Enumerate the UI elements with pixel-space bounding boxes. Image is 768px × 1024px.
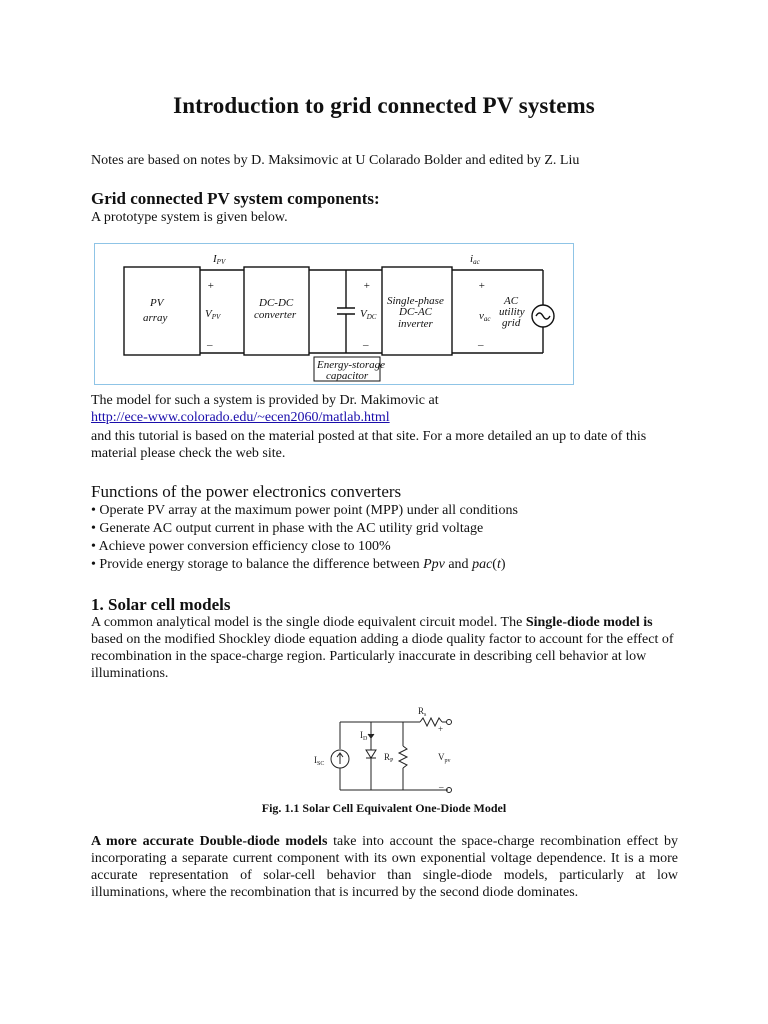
plus-terminal: + [438, 724, 444, 734]
v-dc-label: VDC [360, 308, 377, 321]
model-text-line1: The model for such a system is provided by Dr. Makimovic at [91, 393, 439, 408]
pv-array-box [124, 267, 200, 355]
matlab-link[interactable]: http://ece-www.colorado.edu/~ecen2060/matlab.html [91, 410, 390, 425]
minus-1: – [207, 339, 213, 351]
section1-heading: 1. Solar cell models [91, 595, 231, 614]
rs-label: $R_s$ [418, 706, 427, 718]
i-ac-label: iac [470, 253, 480, 266]
i-pv-label: IPV [213, 253, 226, 266]
function-item-2: • Generate AC output current in phase with the AC utility grid voltage [91, 521, 484, 536]
model-text-line3: and this tutorial is based on the material posted at that site. For a more detailed an up to date of this material please check the web site. [91, 429, 647, 461]
minus-3: – [478, 339, 484, 351]
page-title: Introduction to grid connected PV systems [173, 93, 595, 118]
pv-system-diagram [94, 243, 574, 385]
grid-label-2: utility [499, 306, 525, 318]
inverter-label-3: inverter [398, 318, 433, 330]
id-label: $I_D$ [360, 730, 368, 742]
pv-array-label: PV [150, 297, 164, 309]
components-intro: A prototype system is given below. [91, 210, 288, 225]
double-diode-paragraph: A more accurate Double-diode models take into account the space-charge recombination effect by incorporating a separate current component with its own exponential voltage dependence. It is a more accurate representation of solar-cell behavior than single-diode models, particularly at low illuminations, where the recombination that is incurred by the second diode dominates. [91, 834, 678, 900]
v-pv-label: VPV [205, 308, 221, 321]
grid-label-3: grid [502, 317, 521, 329]
minus-2: – [363, 339, 369, 351]
notes-line: Notes are based on notes by D. Maksimovic at U Colarado Bolder and edited by Z. Liu [91, 153, 580, 168]
plus-2: + [363, 280, 371, 292]
inverter-label-1: Single-phase [387, 295, 444, 307]
dcdc-label: DC-DC [259, 297, 294, 309]
plus-1: + [207, 280, 215, 292]
capacitor-label-2: capacitor [326, 370, 369, 382]
pv-system-diagram-svg [95, 244, 573, 384]
vpv-label: $V_{pv}$ [438, 752, 451, 764]
v-ac-label: vac [479, 310, 491, 323]
capacitor-label-1: Energy-storage [317, 359, 386, 371]
model-link[interactable] [91, 409, 691, 426]
plus-3: + [478, 280, 486, 292]
figure-caption: Fig. 1.1 Solar Cell Equivalent One-Diode Model [261, 801, 507, 815]
grid-label-1: AC [504, 295, 519, 307]
pv-array-label-2: array [143, 312, 168, 324]
isc-label: $I_{SC}$ [314, 755, 325, 767]
dcdc-label-2: converter [254, 309, 297, 321]
function-item-3: • Achieve power conversion efficiency close to 100% [91, 539, 391, 554]
heading-components: Grid connected PV system components: [91, 189, 380, 208]
function-item-1: • Operate PV array at the maximum power point (MPP) under all conditions [91, 503, 518, 518]
section1-paragraph: A common analytical model is the single diode equivalent circuit model. The Single-diode model is based on the modified Shockley diode equation adding a diode quality factor to account for the effect of recombination in the space-charge region. Particularly inaccurate in describing cell behavior at low illuminations. [91, 615, 674, 681]
functions-heading: Functions of the power electronics converters [91, 482, 402, 501]
function-item-4: • Provide energy storage to balance the difference between Ppv and pac(t) [91, 557, 506, 572]
minus-terminal: _ [439, 779, 444, 789]
inverter-label-2: DC-AC [399, 306, 432, 318]
one-diode-model-diagram [300, 700, 470, 800]
rp-label: $R_P$ [384, 752, 394, 764]
